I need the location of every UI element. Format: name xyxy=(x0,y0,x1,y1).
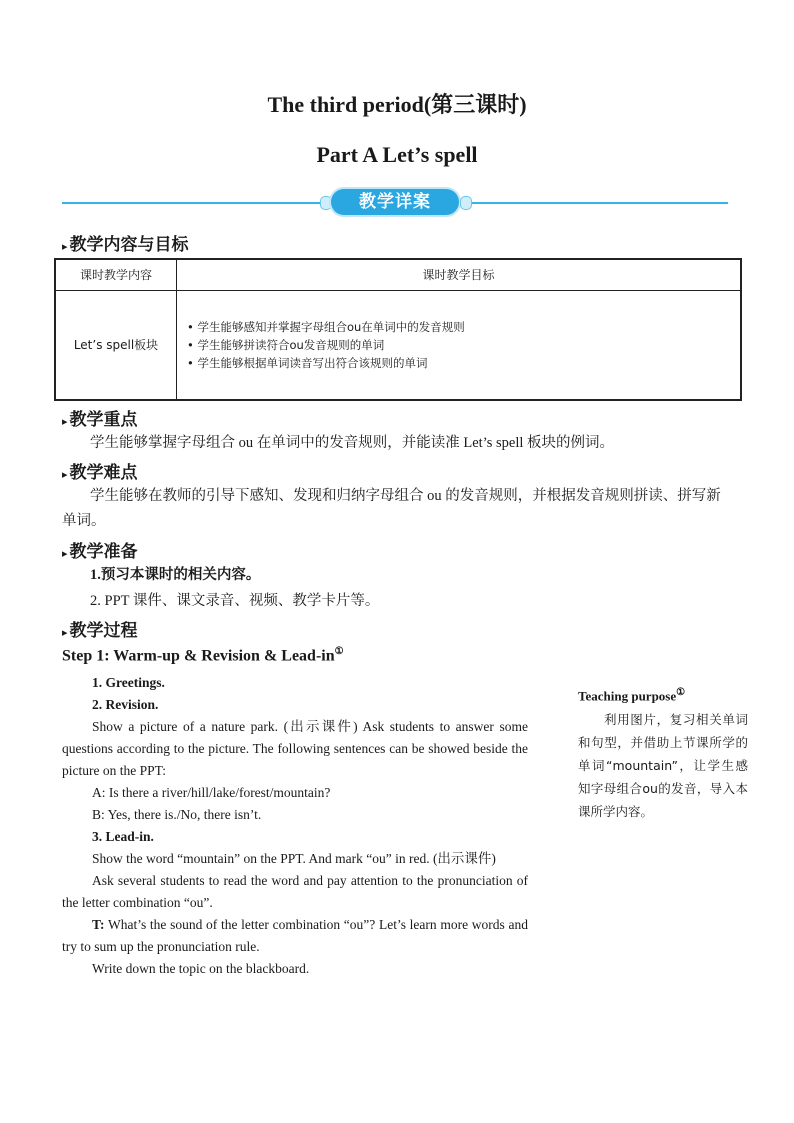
header-cell-content: 课时教学内容 xyxy=(55,259,177,290)
triangle-bullet-icon: ▸ xyxy=(62,240,68,253)
triangle-bullet-icon: ▸ xyxy=(62,547,68,560)
leadin-text-2: Ask several students to read the word and pay attention to the pronunciation of the letter combination “ou”. xyxy=(62,873,528,910)
preparation-item-1: 1.预习本课时的相关内容。 xyxy=(90,567,261,583)
heading-text: 教学难点 xyxy=(69,463,138,483)
heading-text: 教学准备 xyxy=(69,542,138,562)
heading-text: 教学内容与目标 xyxy=(69,235,189,255)
step1-body xyxy=(62,672,528,980)
preparation-item-2: 2. PPT 课件、课文录音、视频、教学卡片等。 xyxy=(90,593,380,609)
leadin-heading: 3. Lead-in. xyxy=(92,829,154,844)
revision-text: Show a picture of a nature park. (出示课件) Ask students to answer some questions according to the picture. The following sentences can be showed beside the picture on the PPT: xyxy=(62,719,528,778)
difficulties-text: 学生能够在教师的引导下感知、发现和归纳字母组合 ou 的发音规则，并根据发音规则拼读、拼写新单词。 xyxy=(62,488,721,529)
teaching-purpose-note xyxy=(578,687,748,823)
section-banner xyxy=(62,186,728,218)
triangle-bullet-icon: ▸ xyxy=(62,468,68,481)
teaching-purpose-title: Teaching purpose① xyxy=(578,687,686,704)
heading-text: 教学过程 xyxy=(69,621,138,641)
table-row xyxy=(55,290,741,400)
table-header-row xyxy=(55,259,741,290)
section-heading-content-goals xyxy=(62,230,189,255)
key-points-text: 学生能够掌握字母组合 ou 在单词中的发音规则，并能读准 Let’s spell 板块的例词。 xyxy=(90,435,615,451)
leadin-text-1: Show the word “mountain” on the PPT. And mark “ou” in red. (出示课件) xyxy=(92,851,496,866)
objectives-table xyxy=(54,258,742,401)
triangle-bullet-icon: ▸ xyxy=(62,626,68,639)
section-heading-difficulties xyxy=(62,458,138,483)
header-cell-goals: 课时教学目标 xyxy=(177,259,742,290)
teacher-label: T: xyxy=(92,917,105,932)
section-heading-preparation xyxy=(62,537,138,562)
banner-line-right xyxy=(472,202,728,204)
dialog-line-a: A: Is there a river/hill/lake/forest/mountain? xyxy=(92,785,331,800)
banner-label: 教学详案 xyxy=(359,192,431,212)
goals-cell xyxy=(177,290,742,400)
dialog-line-b: B: Yes, there is./No, there isn’t. xyxy=(92,807,262,822)
footnote-mark: ① xyxy=(676,687,686,698)
banner-dot-right xyxy=(460,196,472,210)
content-cell: Let’s spell板块 xyxy=(55,290,177,400)
greetings-heading: 1. Greetings. xyxy=(92,675,165,690)
leadin-text-3: Write down the topic on the blackboard. xyxy=(92,961,310,976)
revision-heading: 2. Revision. xyxy=(92,697,159,712)
page-title: The third period(第三课时) xyxy=(267,92,527,117)
teacher-text: What’s the sound of the letter combination “ou”? Let’s learn more words and try to sum up the pronunciation rule. xyxy=(62,917,528,954)
teaching-purpose-text: 利用图片，复习相关单词和句型，并借助上节课所学的单词“mountain”，让学生感知字母组合ou的发音，导入本课所学内容。 xyxy=(578,712,748,820)
banner-line-left xyxy=(62,202,320,204)
page-subtitle: Part A Let’s spell xyxy=(316,142,478,167)
goal-item: • 学生能够拼读符合ou发音规则的单词 xyxy=(187,337,385,352)
step1-title: Step 1: Warm-up & Revision & Lead-in① xyxy=(62,646,344,665)
triangle-bullet-icon: ▸ xyxy=(62,415,68,428)
goal-item: • 学生能够根据单词读音写出符合该规则的单词 xyxy=(187,355,428,370)
section-heading-process xyxy=(62,616,138,641)
teacher-line xyxy=(62,914,528,958)
heading-text: 教学重点 xyxy=(69,410,138,430)
footnote-mark: ① xyxy=(334,646,344,657)
section-heading-key-points xyxy=(62,405,138,430)
goal-item: • 学生能够感知并掌握字母组合ou在单词中的发音规则 xyxy=(187,319,465,334)
banner-pill xyxy=(331,189,459,215)
